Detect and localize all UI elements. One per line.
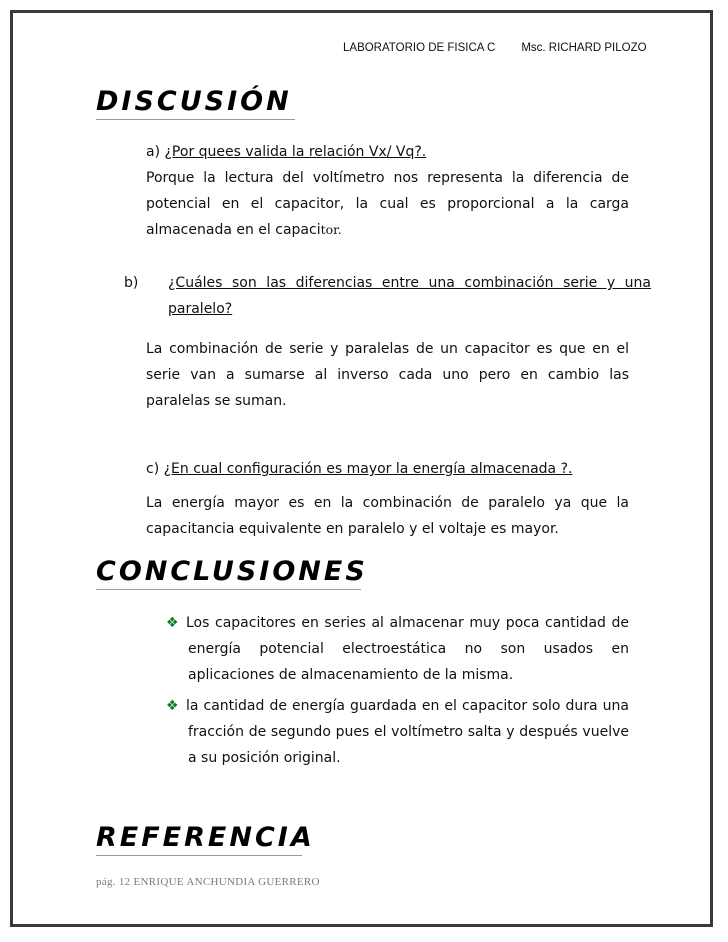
question-b [124, 270, 651, 322]
page-header [343, 42, 647, 54]
conclusiones-title: CONCLUSIONES [96, 556, 361, 590]
answer-a [146, 165, 629, 243]
answer-a-main: Porque la lectura del voltímetro nos representa la diferencia de potencial en el capacitor, la cual es proporcional a la carga almacenada en el capaci [146, 170, 629, 238]
question-a-label: a) [146, 144, 161, 160]
question-b-text: ¿Cuáles son las diferencias entre una combinación serie y una paralelo? [168, 275, 651, 317]
conclusion-item-text: la cantidad de energía guardada en el capacitor solo dura una fracción de segundo pues el voltímetro salta y después vuelve a su posición original. [186, 698, 629, 766]
conclusion-item [166, 610, 629, 688]
header-lab: LABORATORIO DE FISICA C [343, 42, 496, 54]
answer-c: La energía mayor es en la combinación de paralelo ya que la capacitancia equivalente en paralelo y el voltaje es mayor. [146, 495, 629, 537]
answer-a-tail: tor. [320, 222, 342, 237]
diamond-bullet-icon: ❖ [166, 698, 179, 714]
referencia-title: REFERENCIA [96, 822, 302, 856]
question-c-text: ¿En cual configuración es mayor la energía almacenada ?. [163, 461, 573, 477]
diamond-bullet-icon: ❖ [166, 615, 179, 631]
question-c-label: c) [146, 461, 160, 477]
answer-b: La combinación de serie y paralelas de un capacitor es que en el serie van a sumarse al inverso cada uno pero en cambio las paralelas se suman. [146, 341, 629, 409]
page-footer: pág. 12 ENRIQUE ANCHUNDIA GUERRERO [96, 876, 320, 888]
question-c [146, 456, 629, 482]
conclusion-item [166, 693, 629, 771]
header-author: Msc. RICHARD PILOZO [521, 42, 647, 54]
conclusion-item-text: Los capacitores en series al almacenar muy poca cantidad de energía potencial electroestática no son usados en aplicaciones de almacenamiento de la misma. [186, 615, 629, 683]
question-a [146, 139, 629, 165]
question-b-label: b) [124, 275, 139, 291]
discusion-title: DISCUSIÓN [96, 86, 295, 120]
question-a-text: ¿Por quees valida la relación Vx/ Vq?. [164, 144, 427, 160]
